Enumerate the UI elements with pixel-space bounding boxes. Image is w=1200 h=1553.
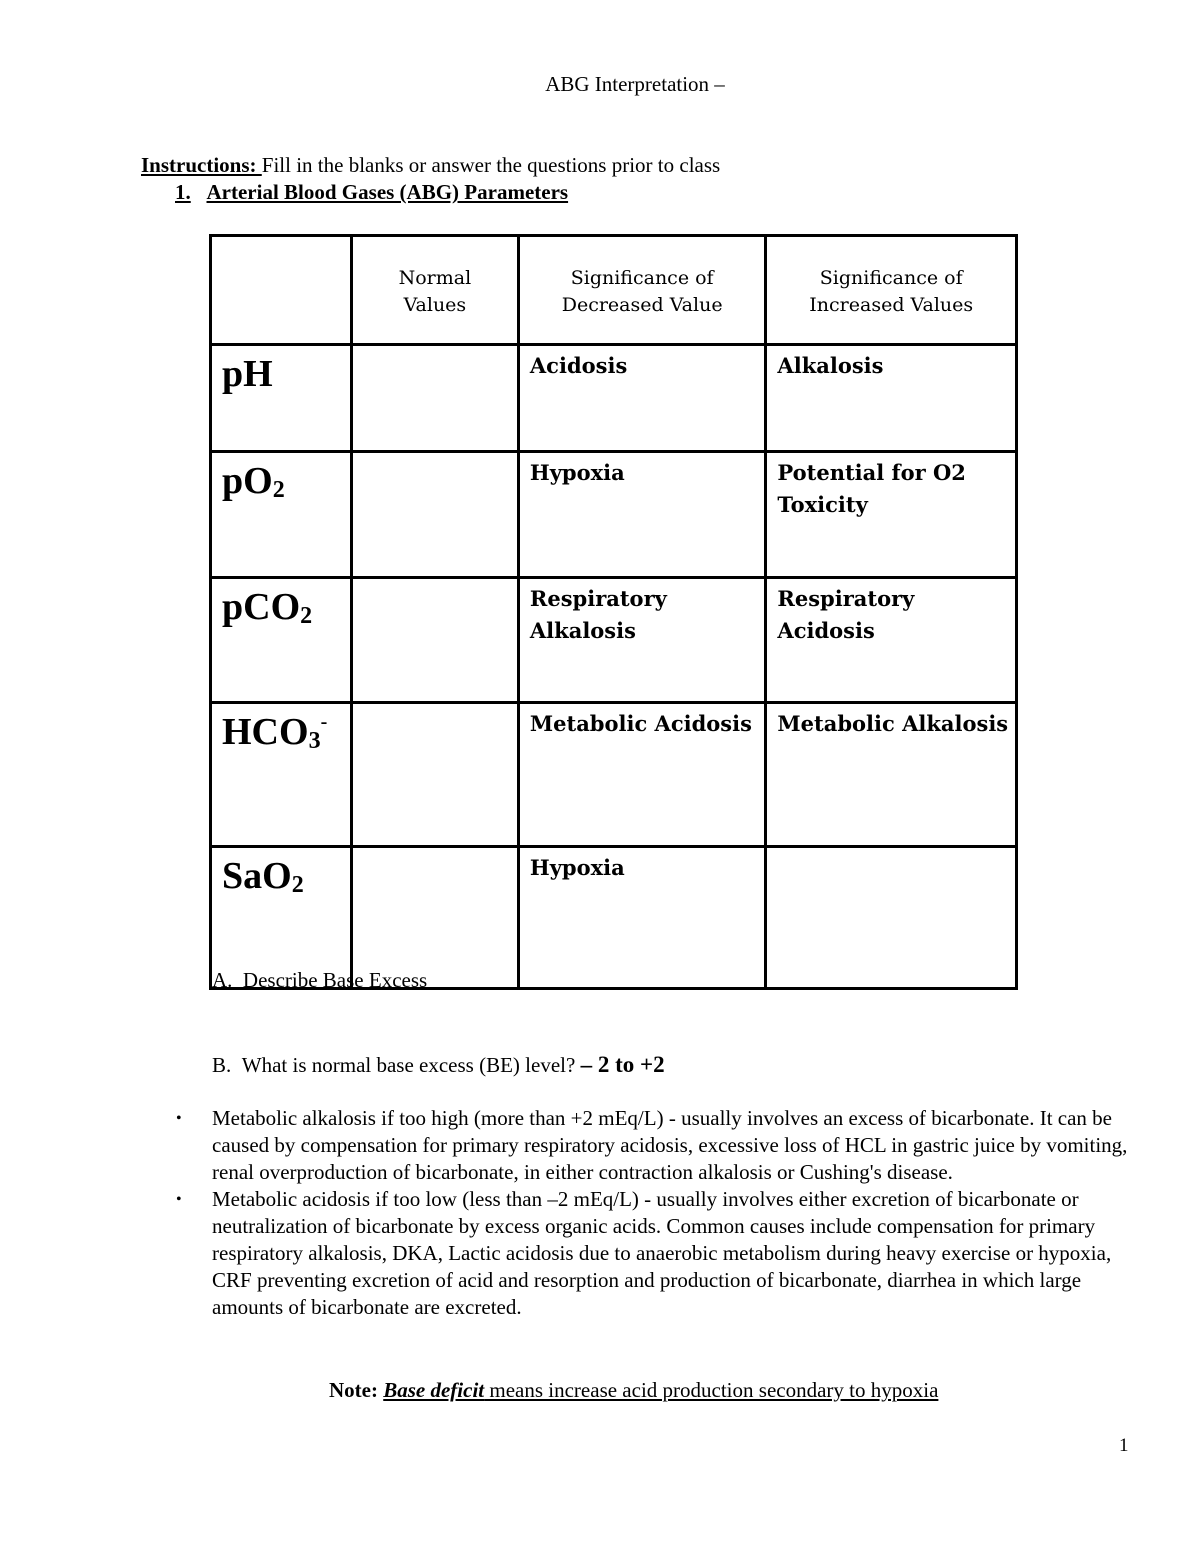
- normal-value-cell: [351, 345, 518, 452]
- increased-cell: [766, 847, 1017, 989]
- header-normal-values: Normal Values: [351, 236, 518, 345]
- param-subscript: 2: [300, 603, 313, 629]
- table-header-row: [211, 236, 1017, 345]
- param-label: SaO: [222, 855, 292, 897]
- question-a: [212, 968, 427, 993]
- param-cell: [211, 578, 352, 703]
- param-subscript: 2: [272, 477, 285, 503]
- note-label: Note:: [329, 1378, 384, 1402]
- increased-cell: Potential for O2 Toxicity: [766, 452, 1017, 578]
- bullet-text: Metabolic alkalosis if too high (more than +2 mEq/L) - usually involves an excess of bicarbonate. It can be caused by compensation for primary respiratory acidosis, excessive loss of HCL in gastric juice by vomiting, renal overproduction of bicarbonate, in either contraction alkalosis or Cushing's disease.: [212, 1106, 1128, 1184]
- header-increased-significance: Significance of Increased Values: [766, 236, 1017, 345]
- header-decreased-significance: Significance of Decreased Value: [518, 236, 766, 345]
- instructions-text: Fill in the blanks or answer the questions prior to class: [261, 153, 721, 177]
- question-b-text: What is normal base excess (BE) level?: [241, 1053, 581, 1077]
- table-row: [211, 452, 1017, 578]
- param-cell: [211, 452, 352, 578]
- increased-cell: Respiratory Acidosis: [766, 578, 1017, 703]
- param-label: pH: [222, 353, 273, 395]
- question-a-text: Describe Base Excess: [242, 968, 428, 992]
- increased-cell: Alkalosis: [766, 345, 1017, 452]
- param-label: pO: [222, 460, 273, 502]
- list-item: [176, 1186, 1136, 1321]
- note-term: Base deficit: [383, 1378, 485, 1402]
- param-label: pCO: [222, 586, 301, 628]
- section-heading: [175, 180, 568, 205]
- decreased-cell: Hypoxia: [518, 452, 766, 578]
- normal-value-cell: [351, 452, 518, 578]
- question-a-marker: A.: [212, 968, 233, 992]
- param-label: HCO: [222, 711, 309, 753]
- table-row: [211, 578, 1017, 703]
- abg-parameters-table: [209, 234, 1018, 990]
- page-number: 1: [1119, 1435, 1129, 1456]
- instructions-label: Instructions:: [141, 153, 262, 177]
- increased-cell: Metabolic Alkalosis: [766, 703, 1017, 847]
- decreased-cell: Hypoxia: [518, 847, 766, 989]
- param-subscript: 3: [308, 728, 321, 754]
- normal-value-cell: [351, 578, 518, 703]
- bullet-icon: •: [176, 1191, 182, 1208]
- decreased-cell: Respiratory Alkalosis: [518, 578, 766, 703]
- note: [329, 1378, 938, 1403]
- section-number: 1.: [175, 180, 191, 204]
- page-title: ABG Interpretation –: [545, 72, 725, 96]
- param-cell: [211, 703, 352, 847]
- table-row: [211, 345, 1017, 452]
- base-excess-bullet-list: [176, 1105, 1136, 1321]
- decreased-cell: Acidosis: [518, 345, 766, 452]
- bullet-icon: •: [176, 1110, 182, 1127]
- param-superscript: -: [320, 711, 328, 733]
- question-b: [212, 1052, 665, 1078]
- bullet-text: Metabolic acidosis if too low (less than –2 mEq/L) - usually involves either excretion of bicarbonate or neutralization of bicarbonate by excess organic acids. Common causes include compensation for primary respiratory alkalosis, DKA, Lactic acidosis due to anaerobic metabolism during heavy exercise or hypoxia, CRF preventing excretion of acid and resorption and production of bicarbonate, diarrhea in which large amounts of bicarbonate are excreted.: [212, 1187, 1112, 1319]
- param-cell: [211, 345, 352, 452]
- question-b-marker: B.: [212, 1053, 232, 1077]
- table-row: [211, 703, 1017, 847]
- section-title: Arterial Blood Gases (ABG) Parameters: [206, 180, 569, 204]
- decreased-cell: Metabolic Acidosis: [518, 703, 766, 847]
- list-item: [176, 1105, 1136, 1186]
- instructions: [141, 153, 720, 178]
- param-subscript: 2: [291, 872, 304, 898]
- note-text: means increase acid production secondary to hypoxia: [484, 1378, 939, 1402]
- normal-value-cell: [351, 703, 518, 847]
- question-b-answer: – 2 to +2: [580, 1052, 665, 1077]
- header-cell-empty: [211, 236, 352, 345]
